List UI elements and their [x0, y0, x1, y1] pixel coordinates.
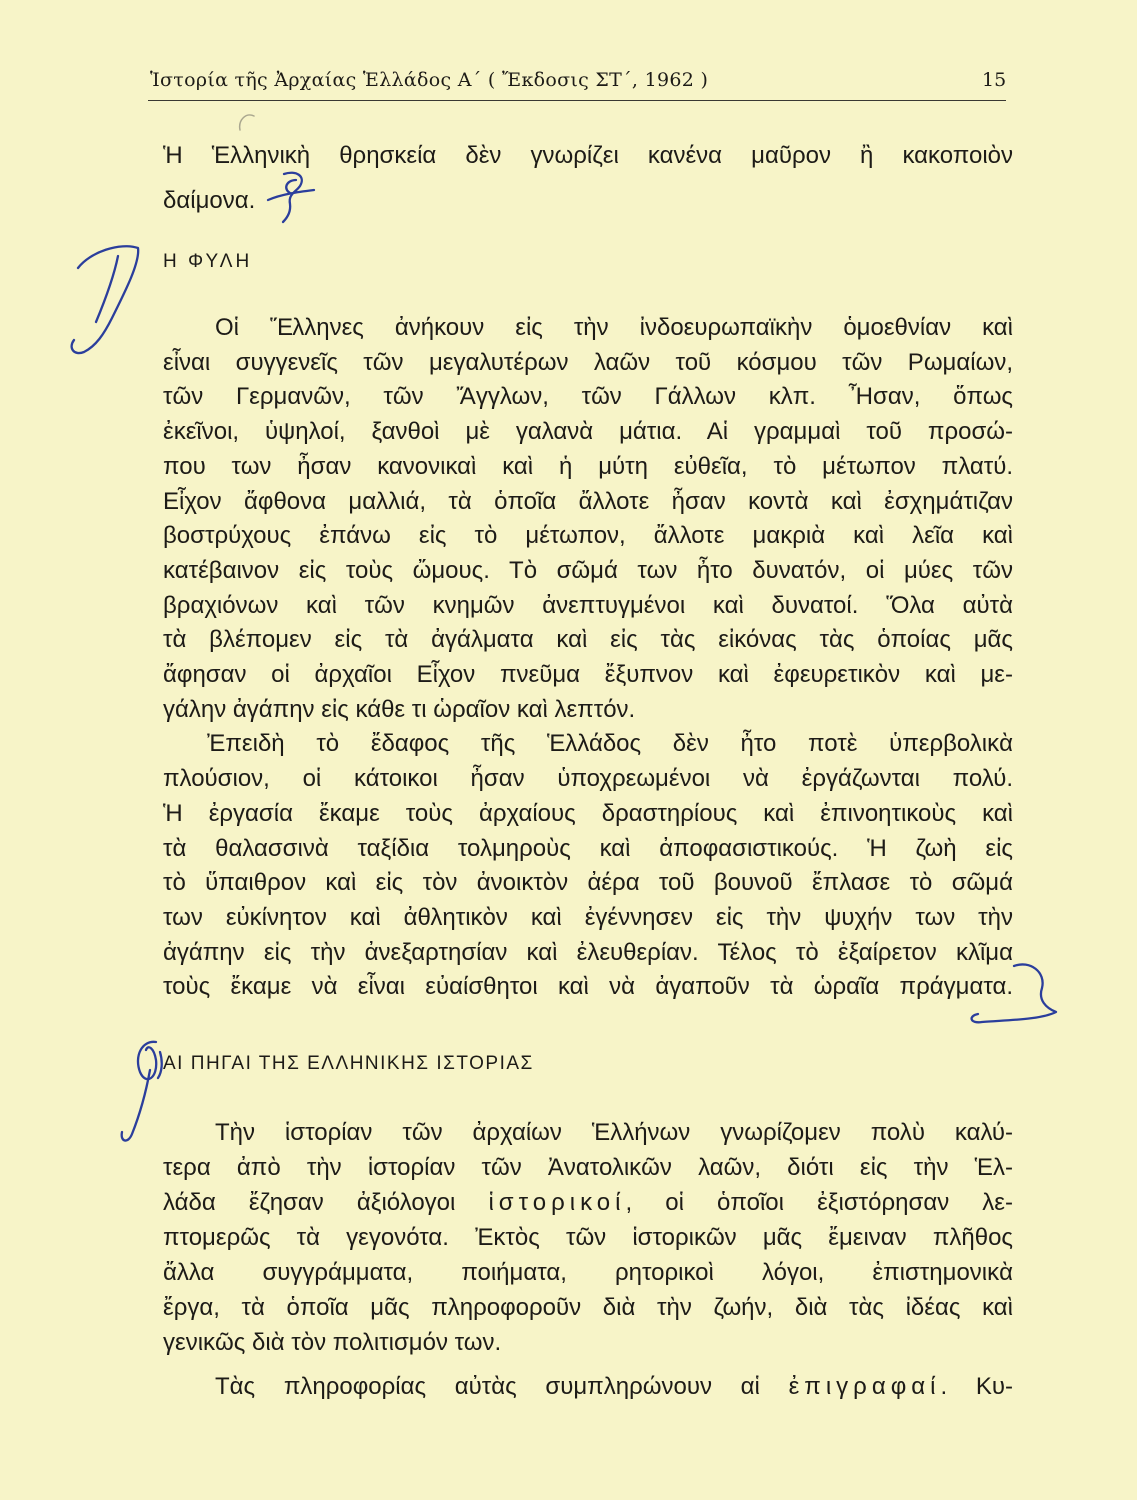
text-line: τὰ βλέπομεν εἰς τὰ ἀγάλματα καὶ εἰς τὰς εἰκόνας τὰς ὁποίας μᾶς — [163, 626, 1013, 654]
pen-mark-section-sources — [122, 1042, 162, 1141]
page-number: 15 — [982, 69, 1007, 91]
text-line: εἶναι συγγενεῖς τῶν μεγαλυτέρων λαῶν τοῦ κόσμου τῶν Ρωμαίων, — [163, 348, 1013, 376]
text-line: τερα ἀπὸ τὴν ἱστορίαν τῶν Ἀνατολικῶν λαῶν, διότι εἰς τὴν Ἑλ- — [163, 1154, 1013, 1181]
text-line: ἀγάπην εἰς τὴν ἀνεξαρτησίαν καὶ ἐλευθερίαν. Τέλος τὸ ἐξαίρετον κλῖμα — [163, 938, 1013, 966]
text-line: Οἱ Ἕλληνες ἀνήκουν εἰς τὴν ἰνδοευρωπαϊκὴν ὁμοεθνίαν καὶ — [215, 314, 1013, 341]
pen-mark-section-race — [72, 246, 139, 353]
text-line: Ἐπειδὴ τὸ ἔδαφος τῆς Ἑλλάδος δὲν ἦτο ποτὲ ὑπερβολικὰ — [207, 730, 1013, 758]
text-line: Εἶχον ἄφθονα μαλλιά, τὰ ὁποῖα ἄλλοτε ἦσαν κοντὰ καὶ ἐσχημάτιζαν — [163, 487, 1013, 515]
paragraph — [163, 727, 1013, 1005]
section-race-body — [163, 311, 1013, 1005]
text-segment: λάδα ἔζησαν ἀξιόλογοι — [163, 1189, 489, 1216]
paragraph — [163, 1115, 1013, 1360]
paragraph-intro — [163, 133, 1013, 223]
text-line: ἄλλα συγγράμματα, ποιήματα, ρητορικοὶ λόγοι, ἐπιστημονικὰ — [163, 1259, 1013, 1286]
text-line: των εὐκίνητον καὶ ἀθλητικὸν καὶ ἐγέννησεν εἰς τὴν ψυχήν των τὴν — [163, 903, 1013, 931]
emphasized-word: ἐπιγραφαί — [788, 1373, 941, 1400]
text-line: τὸ ὕπαιθρον καὶ εἰς τὸν ἀνοικτὸν ἀέρα τοῦ βουνοῦ ἔπλασε τὸ σῶμά — [163, 869, 1013, 897]
text-line: γάλην ἀγάπην εἰς κάθε τι ὡραῖον καὶ λεπτόν. — [163, 695, 636, 723]
text-line — [163, 1369, 1013, 1404]
text-line: γενικῶς διὰ τὸν πολιτισμόν των. — [163, 1329, 502, 1356]
text-segment: Τὰς πληροφορίας αὐτὰς συμπληρώνουν αἱ — [215, 1373, 789, 1400]
text-line: Ἡ Ἑλληνικὴ θρησκεία δὲν γνωρίζει κανένα μαῦρον ἢ κακοποιὸν — [163, 142, 1013, 169]
text-line: τὰ θαλασσινὰ ταξίδια τολμηροὺς καὶ ἀποφασιστικούς. Ἡ ζωὴ εἰς — [163, 834, 1013, 862]
running-header-title: Ἱστορία τῆς Ἀρχαίας Ἑλλάδος Α΄ ( Ἔκδοσις ΣΤ΄, 1962 ) — [150, 69, 709, 91]
paragraph — [163, 311, 1013, 727]
text-line: πλούσιον, οἱ κάτοικοι ἦσαν ὑποχρεωμένοι νὰ ἐργάζωνται πολύ. — [163, 765, 1013, 793]
section-heading-race: Η ΦΥΛΗ — [163, 251, 253, 272]
text-line: ἄφησαν οἱ ἀρχαῖοι Εἶχον πνεῦμα ἔξυπνον καὶ ἐφευρετικὸν καὶ με- — [163, 661, 1013, 689]
text-line: που των ἦσαν κανονικαὶ καὶ ἡ μύτη εὐθεῖα, τὸ μέτωπον πλατύ. — [163, 452, 1013, 480]
text-line: πτομερῶς τὰ γεγονότα. Ἐκτὸς τῶν ἱστορικῶν μᾶς ἔμειναν πλῆθος — [163, 1224, 1013, 1251]
paragraph — [163, 1369, 1013, 1404]
text-line: κατέβαινον εἰς τοὺς ὤμους. Τὸ σῶμά των ἦτο δυνατόν, οἱ μύες τῶν — [163, 556, 1013, 584]
emphasized-word: ἱστορικοί — [488, 1189, 626, 1216]
text-line: ἐκεῖνοι, ὑψηλοί, ξανθοὶ μὲ γαλανὰ μάτια. Αἱ γραμμαὶ τοῦ προσώ- — [163, 418, 1013, 446]
pencil-mark — [240, 115, 254, 130]
text-line: Ἡ ἐργασία ἔκαμε τοὺς ἀρχαίους δραστηρίους καὶ ἐπινοητικοὺς καὶ — [163, 799, 1013, 827]
text-line — [163, 1185, 1013, 1220]
header-rule — [148, 100, 1006, 101]
text-line: δαίμονα. — [163, 187, 256, 214]
text-segment: . Κυ- — [940, 1373, 1013, 1400]
text-line: τοὺς ἔκαμε νὰ εἶναι εὐαίσθητοι καὶ νὰ ἀγαποῦν τὰ ὡραῖα πράγματα. — [163, 973, 1013, 1001]
section-heading-sources: ΑΙ ΠΗΓΑΙ ΤΗΣ ΕΛΛΗΝΙΚΗΣ ΙΣΤΟΡΙΑΣ — [163, 1053, 534, 1074]
text-segment: , οἱ ὁποῖοι ἐξιστόρησαν λε- — [625, 1189, 1013, 1216]
text-line: τῶν Γερμανῶν, τῶν Ἄγγλων, τῶν Γάλλων κλπ. Ἦσαν, ὅπως — [163, 383, 1013, 411]
text-line: ἔργα, τὰ ὁποῖα μᾶς πληροφοροῦν διὰ τὴν ζωήν, διὰ τὰς ἰδέας καὶ — [163, 1294, 1013, 1321]
text-line: βραχιόνων καὶ τῶν κνημῶν ἀνεπτυγμένοι καὶ δυνατοί. Ὅλα αὐτὰ — [163, 591, 1013, 619]
text-line: Τὴν ἱστορίαν τῶν ἀρχαίων Ἑλλήνων γνωρίζομεν πολὺ καλύ- — [215, 1119, 1013, 1146]
text-line: βοστρύχους ἐπάνω εἰς τὸ μέτωπον, ἄλλοτε μακριὰ καὶ λεῖα καὶ — [163, 522, 1013, 550]
